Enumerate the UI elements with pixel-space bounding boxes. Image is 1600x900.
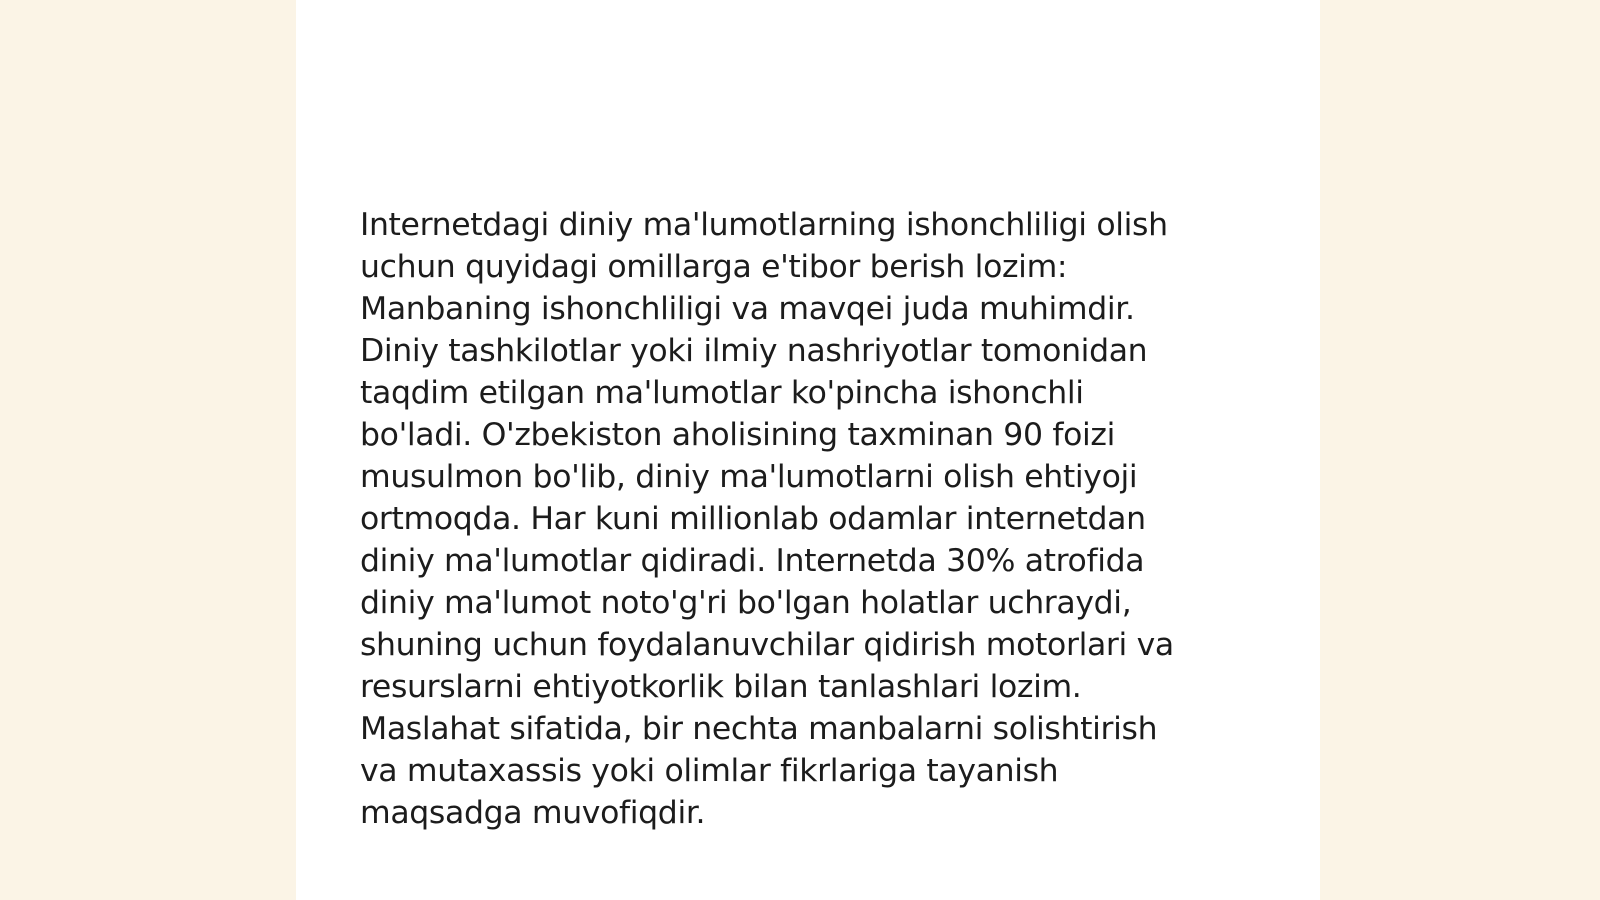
paragraph-line: maqsadga muvofiqdir. [360, 795, 706, 831]
paragraph-line: bo'ladi. O'zbekiston aholisining taxminan 90 foizi [360, 417, 1115, 453]
document-page [296, 0, 1320, 900]
paragraph-line: Diniy tashkilotlar yoki ilmiy nashriyotlar tomonidan [360, 333, 1148, 369]
paragraph-line: resurslarni ehtiyotkorlik bilan tanlashlari lozim. [360, 669, 1082, 705]
paragraph-line: shuning uchun foydalanuvchilar qidirish motorlari va [360, 627, 1174, 663]
paragraph-line: uchun quyidagi omillarga e'tibor berish lozim: [360, 249, 1068, 285]
paragraph-line: taqdim etilgan ma'lumotlar ko'pincha ishonchli [360, 375, 1084, 411]
paragraph-line: diniy ma'lumotlar qidiradi. Internetda 30% atrofida [360, 543, 1145, 579]
body-paragraph [360, 204, 1260, 834]
paragraph-line: va mutaxassis yoki olimlar fikrlariga tayanish [360, 753, 1059, 789]
paragraph-line: Maslahat sifatida, bir nechta manbalarni solishtirish [360, 711, 1158, 747]
paragraph-line: Internetdagi diniy ma'lumotlarning ishonchliligi olish [360, 207, 1168, 243]
paragraph-line: Manbaning ishonchliligi va mavqei juda muhimdir. [360, 291, 1135, 327]
paragraph-line: ortmoqda. Har kuni millionlab odamlar internetdan [360, 501, 1146, 537]
paragraph-line: diniy ma'lumot noto'g'ri bo'lgan holatlar uchraydi, [360, 585, 1132, 621]
paragraph-line: musulmon bo'lib, diniy ma'lumotlarni olish ehtiyoji [360, 459, 1138, 495]
